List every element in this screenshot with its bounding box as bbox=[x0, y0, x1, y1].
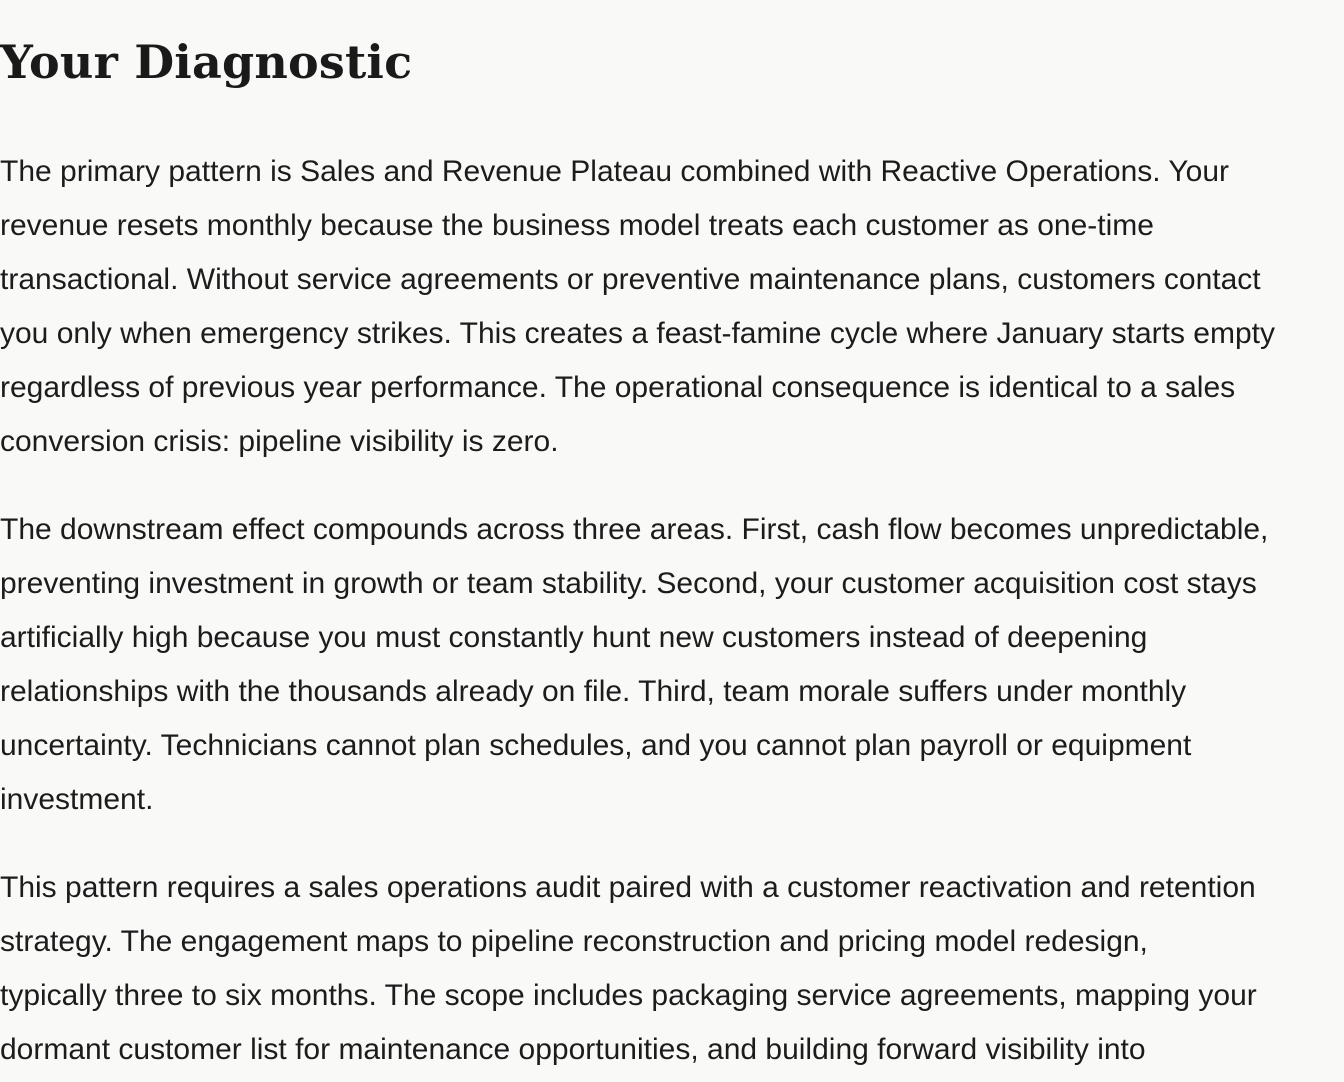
paragraph-line: uncertainty. Technicians cannot plan schedules, and you cannot plan payroll or equipment bbox=[0, 729, 1192, 762]
paragraph-line: regardless of previous year performance. The operational consequence is identical to a sales bbox=[0, 371, 1236, 404]
paragraph-line: investment. bbox=[0, 783, 154, 816]
paragraph-line: typically three to six months. The scope includes packaging service agreements, mapping your bbox=[0, 979, 1257, 1012]
page-title: Your Diagnostic bbox=[0, 35, 413, 89]
paragraph-line: This pattern requires a sales operations audit paired with a customer reactivation and retention bbox=[0, 871, 1256, 904]
paragraph-line: relationships with the thousands already on file. Third, team morale suffers under monthly bbox=[0, 675, 1187, 708]
paragraph-line: artificially high because you must constantly hunt new customers instead of deepening bbox=[0, 621, 1148, 654]
paragraph-line: preventing investment in growth or team stability. Second, your customer acquisition cost stays bbox=[0, 567, 1257, 600]
paragraph-line: you only when emergency strikes. This creates a feast-famine cycle where January starts empty bbox=[0, 317, 1275, 350]
paragraph-downstream-effect bbox=[0, 503, 1268, 827]
paragraph-line: dormant customer list for maintenance opportunities, and building forward visibility into bbox=[0, 1033, 1146, 1066]
paragraph-line: transactional. Without service agreements or preventive maintenance plans, customers contact bbox=[0, 263, 1261, 296]
paragraph-line: strategy. The engagement maps to pipeline reconstruction and pricing model redesign, bbox=[0, 925, 1148, 958]
paragraph-engagement-scope bbox=[0, 861, 1257, 1077]
paragraph-line: The downstream effect compounds across three areas. First, cash flow becomes unpredictable, bbox=[0, 513, 1269, 546]
paragraph-line: The primary pattern is Sales and Revenue Plateau combined with Reactive Operations. Your bbox=[0, 155, 1230, 188]
paragraph-line: revenue resets monthly because the business model treats each customer as one-time bbox=[0, 209, 1154, 242]
paragraph-line: conversion crisis: pipeline visibility is zero. bbox=[0, 425, 559, 458]
paragraph-primary-pattern bbox=[0, 145, 1275, 469]
